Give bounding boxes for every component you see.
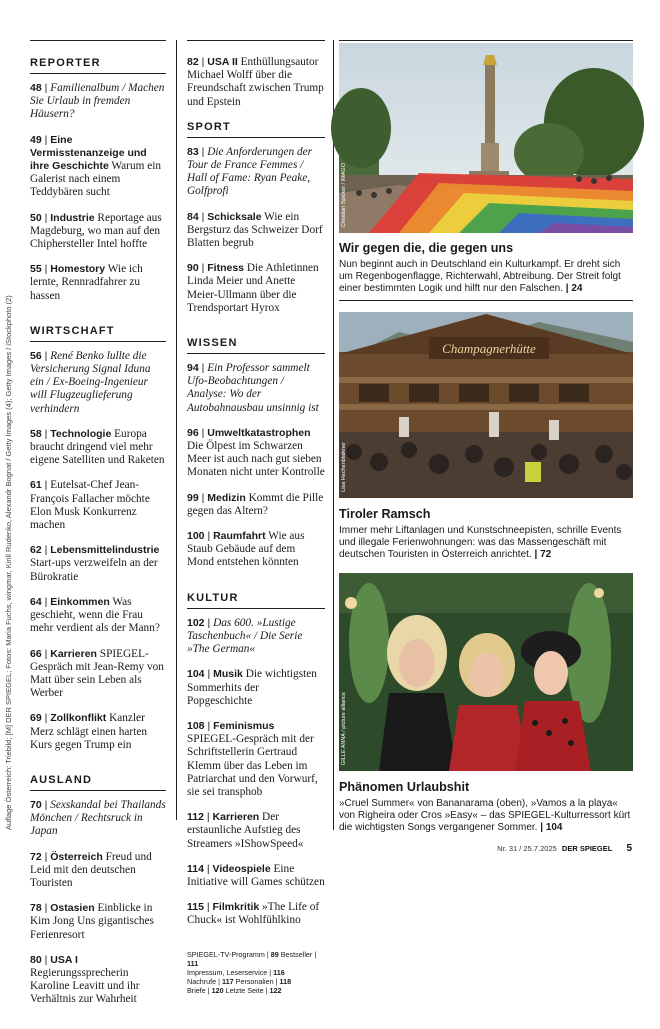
entry-keyword: Feminismus: [213, 719, 275, 732]
page-number: 78: [30, 902, 42, 915]
feature-text: »Cruel Summer« von Bananarama (oben), »Vamos a la playa« von Righeira oder Cros »Easy« – das SPIEGEL-Kulturressort kürt die wichtigsten Songs vergangener Sommer. | 104: [339, 798, 631, 834]
entry-text: Start-ups verzweifeln an der Bürokratie: [30, 557, 158, 583]
toc-entry[interactable]: 62 | Lebensmittelindustrie Start-ups verzweifeln an der Bürokratie: [30, 544, 160, 583]
feature-title: Tiroler Ramsch: [339, 507, 431, 521]
page-number: 83: [187, 145, 199, 158]
toc-entry[interactable]: 114 | Videospiele Eine Initiative will Games schützen: [187, 862, 325, 888]
toc-entry[interactable]: 58 | Technologie Europa braucht dringend viel mehr eigene Satelliten und Raketen: [30, 427, 165, 467]
column-divider: [176, 40, 177, 820]
page-number: 55: [30, 263, 42, 276]
entry-text: Familienalbum / Machen Sie Urlaub in fremden Häusern?: [30, 82, 165, 121]
page-number: 96: [187, 426, 199, 439]
feature-text: Immer mehr Liftanlagen und Kunstschneepisten, schrille Events und illegale Ferienwohnungen: was das Massengeschäft mit deutschen Touristen in Österreich anrichtet. | 72: [339, 525, 622, 561]
page-number: 66: [30, 647, 42, 660]
entry-keyword: Lebensmittelindustrie: [50, 544, 160, 557]
misc-index-item[interactable]: Impressum, Leserservice | 116: [187, 967, 285, 977]
entry-text: Warum ein Galerist nach einem Teddybären sucht: [30, 160, 162, 199]
photo-apres-ski-hut: [339, 312, 633, 498]
toc-entry[interactable]: 50 | Industrie Reportage aus Magdeburg, wo man auf den Chiphersteller Intel hoffte: [30, 211, 162, 251]
toc-entry[interactable]: 83 | Die Anforderungen der Tour de France Femmes / Hall of Fame: Ryan Peake, Golfprofi: [187, 145, 313, 198]
toc-entry[interactable]: 112 | Karrieren Der erstaunliche Aufstieg des Streamers »IShowSpeed«: [187, 811, 304, 850]
misc-index: [187, 950, 325, 995]
toc-entry[interactable]: 78 | Ostasien Einblicke in Kim Jong Uns gigantisches Ferienresort: [30, 902, 154, 941]
entry-text: Eine Initiative will Games schützen: [187, 862, 325, 888]
page-number: 48: [30, 82, 42, 94]
entry-text: Europa braucht dringend viel mehr eigene Satelliten und Raketen: [30, 427, 165, 467]
entry-text: Das 600. »Lustige Taschenbuch« / Die Serie »The German«: [187, 616, 303, 656]
page-number: 80: [30, 953, 42, 966]
page-number: 90: [187, 262, 199, 275]
entry-keyword: Raumfahrt: [213, 530, 266, 543]
entry-text: Die Athletinnen Linda Meier und Anette Meier-Ullmann über die Trendsportart Hyrox: [187, 262, 319, 314]
page-number: 50: [30, 211, 42, 224]
page-number: 58: [30, 427, 42, 440]
entry-text: René Benko lullte die Versicherung Signal Iduna ein / Ex-Boeing-Ingenieur will Flugzeuglieferung verhindern: [30, 349, 151, 415]
toc-entry[interactable]: 82 | USA II Enthüllungsautor Michael Wolff über die Freundschaft zwischen Trump und Epstein: [187, 56, 324, 108]
entry-text: SPIEGEL-Gespräch mit der Schriftstellerin Gertraud Klemm über das Leben im Patriarchat und den Vorwurf, sie sei transphob: [187, 733, 318, 798]
toc-entry[interactable]: 72 | Österreich Freud und Leid mit den deutschen Touristen: [30, 850, 152, 889]
photo-rainbow-flag-victory-column: [339, 43, 633, 233]
entry-text: Kanzler Merz schlägt einen harten Kurs gegen Trump ein: [30, 712, 147, 751]
toc-column-middle: [187, 40, 325, 995]
entry-text: Wie ein Bergsturz das Schweizer Dorf Blatten begrub: [187, 210, 323, 250]
page-number: 5: [626, 843, 632, 854]
entry-text: Die Ölpest im Schwarzen Meer ist auch nach gut sieben Monaten nicht unter Kontrolle: [187, 440, 325, 479]
page-number: 70: [30, 798, 42, 811]
page-number: 94: [187, 362, 199, 375]
entry-text: Was geschieht, wenn die Frau mehr verdient als der Mann?: [30, 595, 160, 635]
misc-index-item[interactable]: Personalien | 118: [235, 976, 292, 986]
misc-index-item[interactable]: Briefe | 120: [187, 985, 224, 995]
section-heading: WIRTSCHAFT: [30, 325, 166, 342]
feature-text: Nun beginnt auch in Deutschland ein Kulturkampf. Er dreht sich um Regenbogenflagge, Richterwahl, Abtreibung. Der Streit folgt einer bestimmten Logik und hilft nur den Falschen. | 24: [339, 259, 621, 295]
feature-title: Wir gegen die, die gegen uns: [339, 241, 514, 255]
entry-text: Die wichtigsten Sommerhits der Popgeschichte: [187, 668, 317, 707]
entry-keyword: Homestory: [50, 263, 106, 276]
entry-text: Enthüllungsautor Michael Wolff über die Freundschaft zwischen Trump und Epstein: [187, 56, 324, 108]
section-heading: KULTUR: [187, 592, 325, 609]
entry-keyword: Filmkritik: [212, 901, 260, 914]
entry-text: »The Life of Chuck« ist Wohlfühlkino: [187, 901, 320, 927]
toc-entry[interactable]: 55 | Homestory Wie ich lernte, Rennradfahrer zu hassen: [30, 263, 143, 302]
toc-entry[interactable]: 102 | Das 600. »Lustige Taschenbuch« / Die Serie »The German«: [187, 616, 303, 656]
entry-text: Die Anforderungen der Tour de France Femmes / Hall of Fame: Ryan Peake, Golfprofi: [187, 145, 313, 198]
toc-entry[interactable]: 100 | Raumfahrt Wie aus Staub Gebäude auf dem Mond entstehen könnten: [187, 530, 305, 569]
page-number: 64: [30, 595, 42, 608]
toc-entry[interactable]: 69 | Zollkonflikt Kanzler Merz schlägt einen harten Kurs gegen Trump ein: [30, 712, 147, 751]
toc-entry[interactable]: 115 | Filmkritik »The Life of Chuck« ist Wohlfühlkino: [187, 901, 320, 927]
toc-entry[interactable]: 99 | Medizin Kommt die Pille gegen das Altern?: [187, 491, 324, 517]
section-heading: SPORT: [187, 121, 325, 138]
misc-index-item[interactable]: Letzte Seite | 122: [225, 985, 282, 995]
photo-credit: Lisa Hechenblaikner: [341, 442, 347, 492]
entry-text: Einblicke in Kim Jong Uns gigantisches Ferienresort: [30, 902, 154, 941]
page-number: 114: [187, 862, 204, 875]
entry-keyword: Eine Vermisstenanzeige und ihre Geschichte: [30, 133, 147, 173]
page-number: 56: [30, 349, 42, 362]
toc-entry[interactable]: 66 | Karrieren SPIEGEL-Gespräch mit Jean-Remy von Matt über sein Leben als Werber: [30, 647, 164, 700]
page-number: 82: [187, 56, 199, 68]
misc-index-item[interactable]: SPIEGEL-TV-Programm | 89: [187, 949, 279, 959]
entry-keyword: USA I: [50, 953, 78, 966]
issue-info: Nr. 31 / 25.7.2025: [497, 844, 557, 853]
toc-entry[interactable]: 80 | USA I Regierungssprecherin Karoline Leavitt und ihr Verhältnis zur Wahrheit: [30, 953, 140, 1006]
toc-entry[interactable]: 108 | Feminismus SPIEGEL-Gespräch mit der Schriftstellerin Gertraud Klemm über das Leben im Patriarchat und den Vorwurf, sie sei transphob: [187, 719, 318, 798]
feature-title: Phänomen Urlaubshit: [339, 780, 470, 794]
entry-text: Kommt die Pille gegen das Altern?: [187, 491, 324, 517]
page-number: 69: [30, 712, 42, 725]
toc-entry[interactable]: 61 | Eutelsat-Chef Jean-François Fallacher möchte Elon Musk Konkurrenz machen: [30, 479, 150, 532]
page-number: 100: [187, 530, 205, 543]
entry-keyword: Videospiele: [212, 862, 271, 875]
page-number: 99: [187, 491, 199, 504]
entry-text: Wie aus Staub Gebäude auf dem Mond entstehen könnten: [187, 530, 305, 569]
page-number: 112: [187, 811, 204, 824]
entry-text: Ein Professor sammelt Ufo-Beobachtungen / Analyse: Wo der Autobahnausbau unsinnig ist: [187, 362, 319, 414]
page-number: 84: [187, 210, 199, 223]
page-footer: [497, 843, 632, 854]
magazine-brand: DER SPIEGEL: [561, 844, 613, 853]
photo-credit: GILLE ANNA / picture alliance: [341, 691, 347, 765]
entry-text: SPIEGEL-Gespräch mit Jean-Remy von Matt über sein Leben als Werber: [30, 647, 164, 700]
entry-keyword: USA II: [207, 56, 238, 68]
top-rule-col3: [339, 40, 633, 41]
entry-keyword: Technologie: [50, 427, 112, 440]
misc-index-item[interactable]: Nachrufe | 117: [187, 976, 234, 986]
page-number: 62: [30, 544, 42, 557]
toc-entry[interactable]: 48 | Familienalbum / Machen Sie Urlaub in fremden Häusern?: [30, 82, 165, 121]
toc-entry[interactable]: 70 | Sexskandal bei Thailands Mönchen / Rechtsruck in Japan: [30, 798, 166, 838]
entry-text: Sexskandal bei Thailands Mönchen / Rechtsruck in Japan: [30, 798, 166, 838]
entry-text: Reportage aus Magdeburg, wo man auf den Chiphersteller Intel hoffte: [30, 211, 162, 251]
page-number: 108: [187, 719, 205, 732]
section-heading: WISSEN: [187, 337, 325, 354]
entry-keyword: Musik: [213, 668, 243, 681]
toc-entry[interactable]: 56 | René Benko lullte die Versicherung Signal Iduna ein / Ex-Boeing-Ingenieur will Flugzeuglieferung verhindern: [30, 349, 151, 415]
entry-keyword: Karrieren: [50, 647, 97, 660]
divider: [339, 300, 633, 301]
misc-index-item[interactable]: Bestseller | 111: [187, 949, 317, 968]
entry-keyword: Einkommen: [50, 595, 110, 608]
page-number: 61: [30, 479, 42, 492]
hut-sign-text: Champagnerhütte: [442, 341, 536, 356]
entry-keyword: Zollkonflikt: [50, 712, 107, 725]
entry-keyword: Ostasien: [50, 902, 95, 915]
entry-keyword: Österreich: [50, 850, 103, 863]
page-number: 104: [187, 668, 205, 681]
toc-entry[interactable]: 94 | Ein Professor sammelt Ufo-Beobachtungen / Analyse: Wo der Autobahnausbau unsinnig ist: [187, 362, 319, 414]
entry-keyword: Medizin: [207, 491, 246, 504]
entry-text: Eutelsat-Chef Jean-François Fallacher möchte Elon Musk Konkurrenz machen: [30, 479, 150, 532]
toc-entry[interactable]: 49 | Eine Vermisstenanzeige und ihre Geschichte Warum ein Galerist nach einem Teddybären sucht: [30, 133, 162, 199]
entry-keyword: Schicksale: [207, 210, 262, 223]
entry-keyword: Umweltkatastrophen: [207, 426, 311, 439]
feature-caption: [339, 507, 633, 562]
entry-text: Regierungssprecherin Karoline Leavitt und ihr Verhältnis zur Wahrheit: [30, 966, 140, 1006]
photo-credit-sidebar: Auflage Österreich: Triebild; [M] DER SPIEGEL; Fotos: Maria Fuchs, wingmar, Kirill Rudenko, Alexandr Bognat / Getty Images (4); Getty Images / iStockphoto (2): [4, 295, 13, 830]
toc-entry[interactable]: 104 | Musik Die wichtigsten Sommerhits der Popgeschichte: [187, 668, 317, 707]
section-heading: AUSLAND: [30, 774, 166, 791]
photo-credit: Christian Spicker / IMAGO: [341, 162, 347, 227]
feature-caption: [339, 780, 633, 835]
entry-text: Wie ich lernte, Rennradfahrer zu hassen: [30, 263, 143, 302]
toc-entry[interactable]: 96 | Umweltkatastrophen Die Ölpest im Schwarzen Meer ist auch nach gut sieben Monaten nicht unter Kontrolle: [187, 426, 325, 479]
entry-keyword: Industrie: [50, 211, 95, 224]
entry-text: Freud und Leid mit den deutschen Touristen: [30, 850, 152, 889]
page-number: 102: [187, 616, 205, 629]
entry-text: Der erstaunliche Aufstieg des Streamers »IShowSpeed«: [187, 811, 304, 850]
entry-keyword: Karrieren: [212, 811, 260, 824]
section-heading: REPORTER: [30, 40, 166, 74]
page-number: 72: [30, 850, 42, 863]
page-number: 115: [187, 901, 204, 914]
toc-column-left: [30, 40, 166, 1029]
toc-entry[interactable]: 64 | Einkommen Was geschieht, wenn die Frau mehr verdient als der Mann?: [30, 595, 160, 635]
toc-entry[interactable]: 90 | Fitness Die Athletinnen Linda Meier und Anette Meier-Ullmann über die Trendsportart Hyrox: [187, 262, 319, 314]
entry-keyword: Fitness: [207, 262, 245, 275]
feature-caption: [339, 241, 633, 296]
page-number: 49: [30, 133, 42, 146]
photo-bananarama-band: [339, 573, 633, 771]
toc-entry[interactable]: 84 | Schicksale Wie ein Bergsturz das Schweizer Dorf Blatten begrub: [187, 210, 323, 250]
column-divider: [333, 40, 334, 830]
